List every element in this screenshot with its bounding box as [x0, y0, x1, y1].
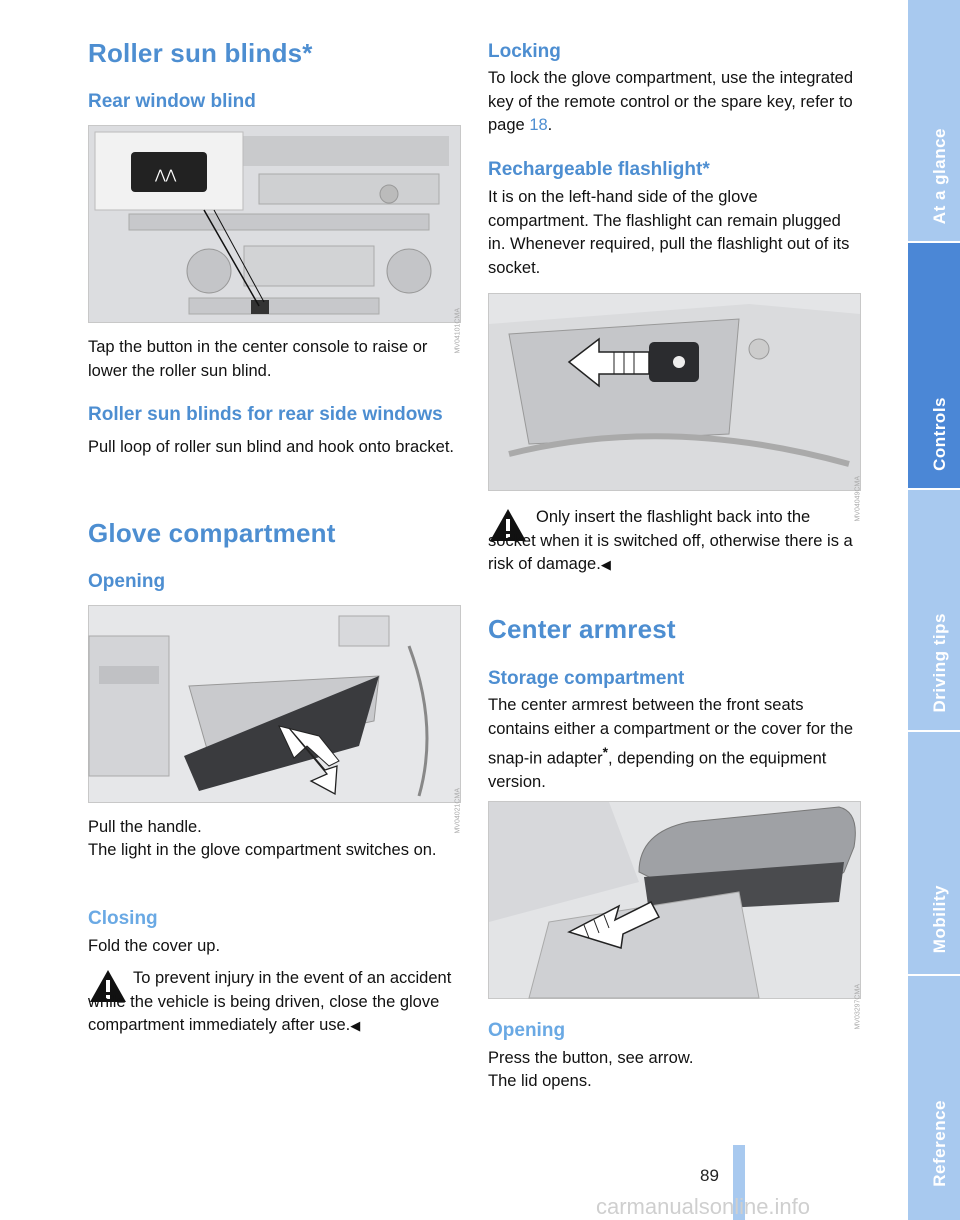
- paragraph-pull-handle: Pull the handle.: [88, 818, 202, 836]
- warning-glove-compartment: [88, 967, 462, 1038]
- tab-driving-tips[interactable]: Driving tips: [930, 613, 949, 713]
- page-reference-link[interactable]: 18: [529, 116, 548, 134]
- paragraph-pull-loop: Pull loop of roller sun blind and hook onto bracket.: [88, 438, 454, 456]
- paragraph-light-switches-on: The light in the glove compartment switches on.: [88, 841, 437, 859]
- watermark: carmanualsonline.info: [596, 1194, 811, 1219]
- tab-at-a-glance[interactable]: At a glance: [930, 128, 949, 225]
- heading-rear-window-blind: Rear window blind: [88, 91, 256, 112]
- paragraph-lid-opens: The lid opens.: [488, 1072, 592, 1090]
- locking-period: .: [547, 116, 553, 134]
- tab-reference[interactable]: Reference: [930, 1100, 949, 1187]
- paragraph-fold-cover: Fold the cover up.: [88, 937, 221, 955]
- section-title-center-armrest: Center armrest: [488, 614, 676, 644]
- optional-equipment-star: *: [602, 745, 609, 760]
- warning-text: To prevent injury in the event of an accident while the vehicle is being driven, close the glove compartment immediately after use.: [88, 969, 452, 1034]
- heading-storage-compartment: Storage compartment: [488, 668, 685, 689]
- section-title-glove-compartment: Glove compartment: [88, 518, 336, 548]
- paragraph-locking: [488, 67, 860, 138]
- armrest-illustration: [489, 802, 860, 998]
- heading-locking: Locking: [488, 41, 561, 62]
- figure-center-armrest: [488, 801, 862, 1030]
- warning-text: Only insert the flashlight back into the socket when it is switched off, otherwise there is a risk of damage.: [488, 508, 853, 573]
- figure-id: MV04101CMA: [455, 308, 462, 354]
- center-console-illustration: [89, 126, 460, 322]
- figure-id: MV04049CMA: [855, 476, 862, 522]
- paragraph-storage: [488, 694, 860, 795]
- paragraph-flashlight: It is on the left-hand side of the glove compartment. The flashlight can remain plugged in. Whenever required, pull the flashlight out of its socket.: [488, 188, 850, 277]
- warning-flashlight: [488, 506, 860, 577]
- heading-opening-armrest: Opening: [488, 1020, 566, 1041]
- figure-id: MV03297CMA: [855, 984, 862, 1030]
- heading-rear-side-blinds: Roller sun blinds for rear side windows: [88, 404, 443, 425]
- locking-text: To lock the glove compartment, use the integrated key of the remote control or the spare key, refer to page: [488, 69, 854, 134]
- paragraph-press-button: Press the button, see arrow.: [488, 1049, 694, 1067]
- paragraph-tap-button: Tap the button in the center console to raise or lower the roller sun blind.: [88, 338, 428, 380]
- heading-opening: Opening: [88, 571, 166, 592]
- figure-id: MV04021CMA: [455, 788, 462, 834]
- page-number: 89: [700, 1166, 719, 1185]
- svg-text:⋀⋀: ⋀⋀: [155, 168, 177, 183]
- storage-text: The center armrest between the front seats contains either a compartment or the cover for the snap-in adapter: [488, 696, 854, 768]
- glove-compartment-illustration: [89, 606, 460, 802]
- heading-rechargeable-flashlight: Rechargeable flashlight*: [488, 159, 710, 180]
- section-title-roller-sun-blinds: Roller sun blinds*: [88, 38, 313, 68]
- flashlight-illustration: [489, 294, 860, 490]
- end-marker-icon: ◀: [350, 1018, 361, 1033]
- heading-closing: Closing: [88, 908, 158, 929]
- storage-text-end: , depending on the equipment version.: [488, 749, 827, 791]
- tab-mobility[interactable]: Mobility: [930, 885, 949, 954]
- figure-rear-window-blind-button: [88, 125, 462, 354]
- end-marker-icon: ◀: [600, 557, 611, 572]
- figure-flashlight: [488, 293, 862, 522]
- tab-controls[interactable]: Controls: [930, 397, 949, 471]
